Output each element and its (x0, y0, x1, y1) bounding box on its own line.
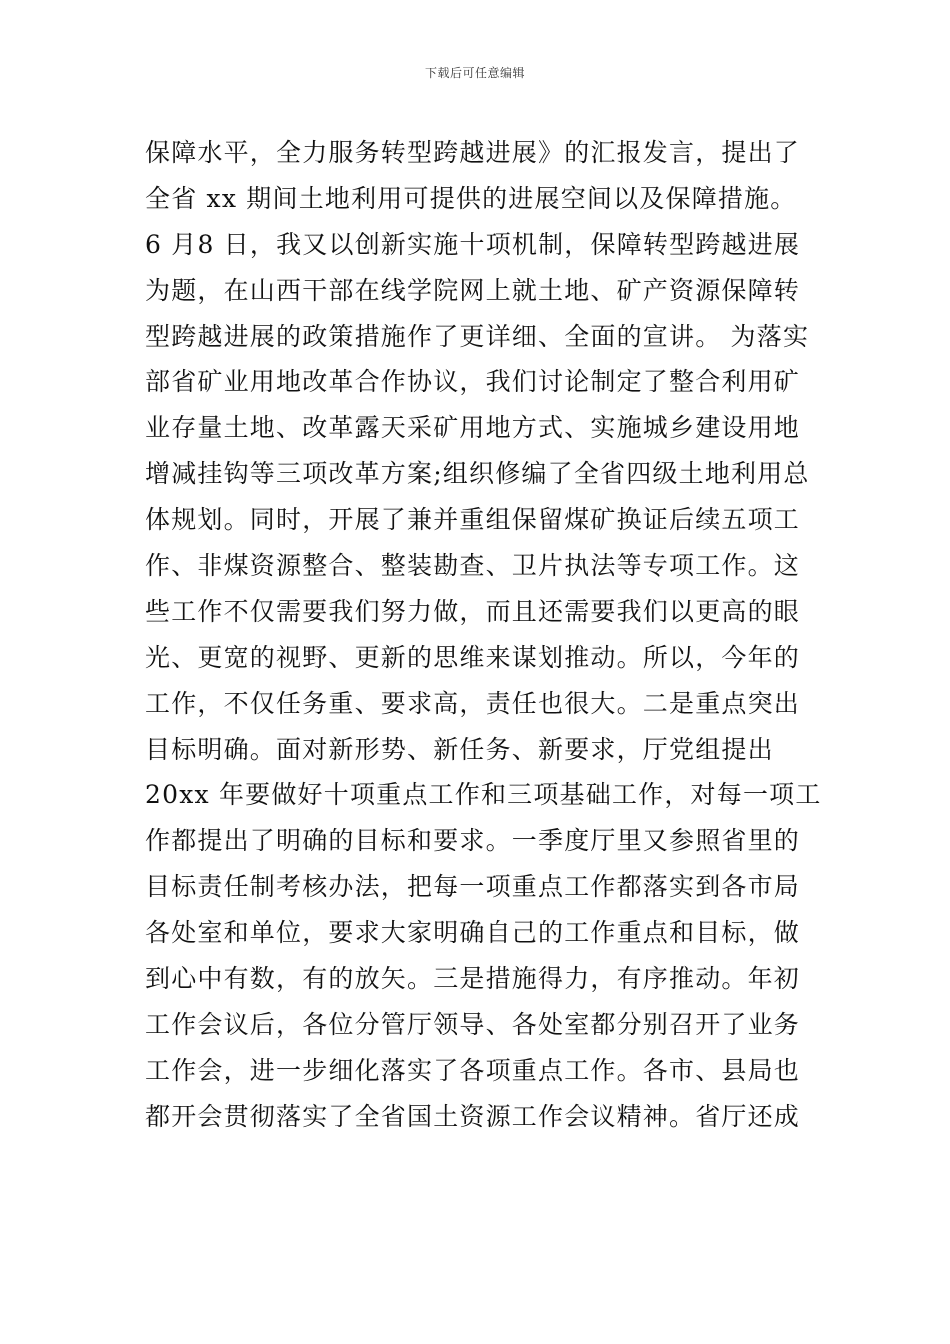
text-line: 业存量土地、改革露天采矿用地方式、实施城乡建设用地 (145, 413, 801, 443)
text-line: 部省矿业用地改革合作协议，我们讨论制定了整合利用矿 (145, 367, 801, 397)
text-line: 光、更宽的视野、更新的思维来谋划推动。所以，今年的 (145, 642, 801, 672)
text-line: 作都提出了明确的目标和要求。一季度厅里又参照省里的 (145, 826, 801, 856)
text-line: 工作，不仅任务重、要求高，责任也很大。二是重点突出 (145, 688, 801, 718)
text-line: 些工作不仅需要我们努力做，而且还需要我们以更高的眼 (145, 596, 801, 626)
page-header: 下载后可任意编辑 (424, 66, 525, 80)
text-line: 目标明确。面对新形势、新任务、新要求，厅党组提出 (145, 734, 774, 764)
text-line: 型跨越进展的政策措施作了更详细、全面的宣讲。 为落实 (145, 321, 810, 351)
text-line: 全省 xx 期间土地利用可提供的进展空间以及保障措施。 (145, 183, 797, 213)
text-line: 目标责任制考核办法，把每一项重点工作都落实到各市局 (145, 872, 801, 902)
text-line: 工作会，进一步细化落实了各项重点工作。各市、县局也 (145, 1055, 801, 1085)
document-body (145, 130, 822, 1140)
text-line: 20xx 年要做好十项重点工作和三项基础工作，对每一项工 (145, 780, 822, 810)
text-line: 作、非煤资源整合、整装勘查、卫片执法等专项工作。这 (145, 551, 801, 581)
text-line: 保障水平，全力服务转型跨越进展》的汇报发言，提出了 (145, 138, 801, 167)
text-line: 工作会议后，各位分管厅领导、各处室都分别召开了业务 (145, 1009, 801, 1039)
text-line: 各处室和单位，要求大家明确自己的工作重点和目标，做 (145, 918, 801, 948)
text-line: 6 月8 日，我又以创新实施十项机制，保障转型跨越进展 (145, 229, 801, 259)
text-line: 为题，在山西干部在线学院网上就土地、矿产资源保障转 (145, 275, 801, 305)
text-line: 都开会贯彻落实了全省国土资源工作会议精神。省厅还成 (145, 1101, 801, 1131)
text-line: 增减挂钩等三项改革方案;组织修编了全省四级土地利用总 (145, 459, 810, 489)
text-line: 到心中有数，有的放矢。三是措施得力，有序推动。年初 (145, 964, 801, 994)
text-line: 体规划。同时，开展了兼并重组保留煤矿换证后续五项工 (145, 505, 801, 535)
